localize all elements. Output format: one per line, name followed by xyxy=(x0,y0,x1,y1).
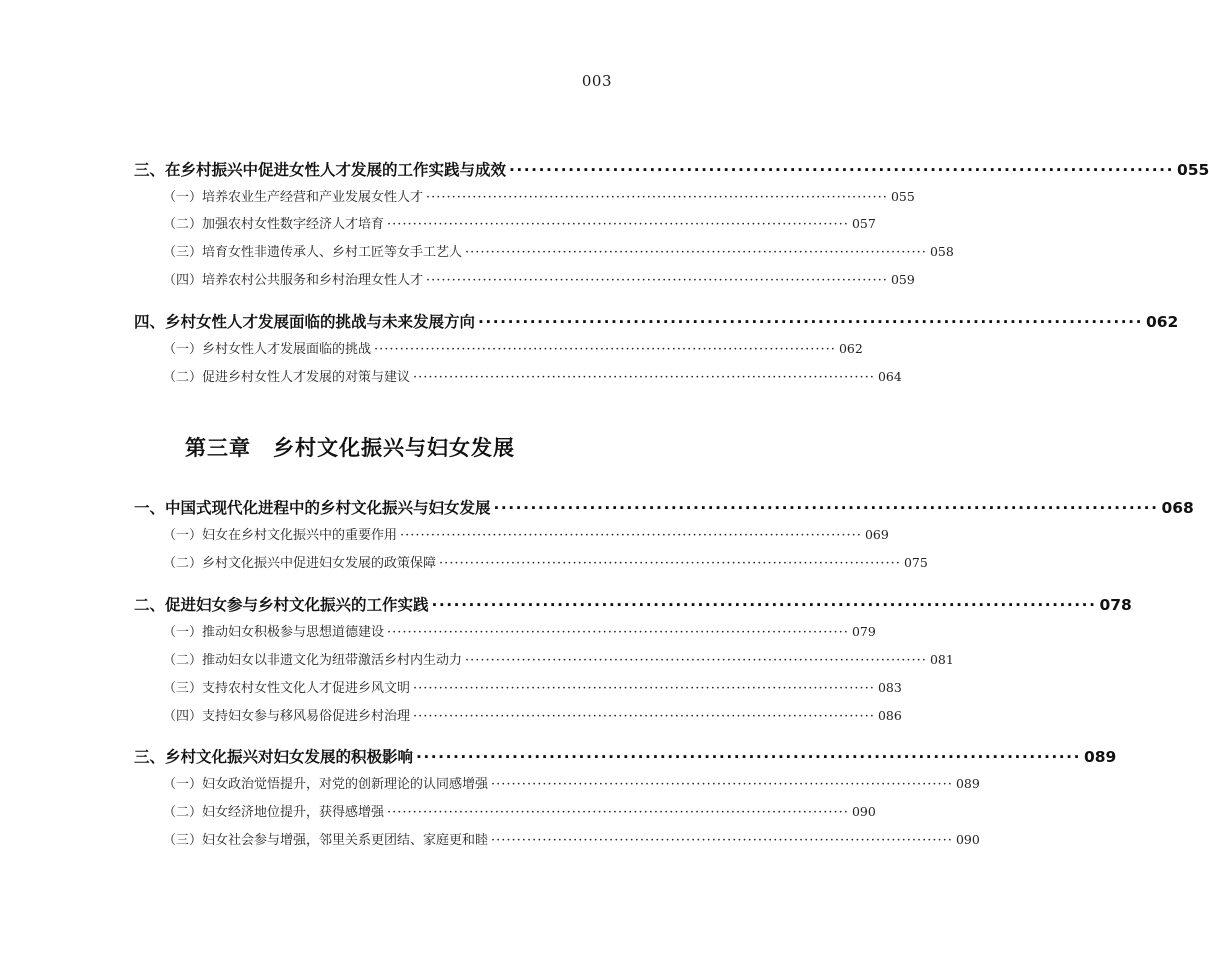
section-page: 055 xyxy=(1176,161,1209,179)
item-title: （四）培养农村公共服务和乡村治理女性人才 xyxy=(163,273,424,288)
item-page: 075 xyxy=(903,555,928,570)
dot-leader: ·························································································· xyxy=(400,528,862,543)
dot-leader: ·························································································· xyxy=(374,342,836,357)
dot-leader: ·························································································· xyxy=(491,833,953,848)
item-page: 069 xyxy=(864,527,889,542)
toc-item[interactable] xyxy=(163,677,902,699)
toc-item[interactable] xyxy=(163,552,928,574)
item-title: （一）培养农业生产经营和产业发展女性人才 xyxy=(163,190,424,205)
section-page: 089 xyxy=(1083,748,1117,766)
dot-leader: ·························································································· xyxy=(413,370,875,385)
item-page: 064 xyxy=(877,369,902,384)
item-page: 090 xyxy=(955,832,980,847)
toc-item[interactable] xyxy=(163,801,876,823)
item-page: 081 xyxy=(929,652,954,667)
dot-leader: ·························································································· xyxy=(426,273,888,288)
section-title: 二、促进妇女参与乡村文化振兴的工作实践 xyxy=(134,596,429,614)
item-title: （三）妇女社会参与增强，邻里关系更团结、家庭更和睦 xyxy=(163,833,489,848)
chapter-title: 乡村文化振兴与妇女发展 xyxy=(273,435,515,460)
dot-leader: ·························································································· xyxy=(387,217,849,232)
toc-item[interactable] xyxy=(163,269,915,291)
item-page: 062 xyxy=(838,341,863,356)
toc-item[interactable] xyxy=(163,366,902,388)
item-title: （二）推动妇女以非遗文化为纽带激活乡村内生动力 xyxy=(163,653,463,668)
dot-leader: ·························································································· xyxy=(387,625,849,640)
page-number: 003 xyxy=(581,72,612,90)
dot-leader: ·························································································· xyxy=(426,190,888,205)
toc-section[interactable] xyxy=(134,745,1117,769)
toc-item[interactable] xyxy=(163,241,954,263)
item-page: 089 xyxy=(955,776,980,791)
toc-section[interactable] xyxy=(134,593,1132,617)
section-page: 068 xyxy=(1161,499,1194,517)
item-title: （一）妇女在乡村文化振兴中的重要作用 xyxy=(163,528,398,543)
item-title: （二）妇女经济地位提升，获得感增强 xyxy=(163,805,385,820)
dot-leader: ·························································································· xyxy=(413,709,875,724)
item-title: （一）推动妇女积极参与思想道德建设 xyxy=(163,625,385,640)
toc-section[interactable] xyxy=(134,496,1194,520)
section-title: 一、中国式现代化进程中的乡村文化振兴与妇女发展 xyxy=(134,499,491,517)
toc-item[interactable] xyxy=(163,338,863,360)
toc-item[interactable] xyxy=(163,649,954,671)
toc-item[interactable] xyxy=(163,186,915,208)
dot-leader: ·························································································· xyxy=(493,499,1159,517)
item-page: 086 xyxy=(877,708,902,723)
dot-leader: ·························································································· xyxy=(465,245,927,260)
item-title: （一）妇女政治觉悟提升，对党的创新理论的认同感增强 xyxy=(163,777,489,792)
dot-leader: ·························································································· xyxy=(491,777,953,792)
item-page: 059 xyxy=(890,272,915,287)
item-page: 058 xyxy=(929,244,954,259)
item-title: （四）支持妇女参与移风易俗促进乡村治理 xyxy=(163,709,411,724)
toc-item[interactable] xyxy=(163,773,980,795)
item-page: 079 xyxy=(851,624,876,639)
section-page: 078 xyxy=(1099,596,1132,614)
item-page: 055 xyxy=(890,189,915,204)
toc-section[interactable] xyxy=(134,310,1179,334)
item-title: （三）支持农村女性文化人才促进乡风文明 xyxy=(163,681,411,696)
dot-leader: ·························································································· xyxy=(387,805,849,820)
dot-leader: ·························································································· xyxy=(431,596,1097,614)
item-title: （三）培育女性非遗传承人、乡村工匠等女手工艺人 xyxy=(163,245,463,260)
toc-item[interactable] xyxy=(163,829,980,851)
section-page: 062 xyxy=(1145,313,1179,331)
dot-leader: ·························································································· xyxy=(416,748,1081,766)
toc-item[interactable] xyxy=(163,621,876,643)
item-page: 057 xyxy=(851,216,876,231)
dot-leader: ·························································································· xyxy=(509,161,1174,179)
item-page: 090 xyxy=(851,804,876,819)
toc-item[interactable] xyxy=(163,213,876,235)
chapter-heading xyxy=(0,432,700,462)
item-title: （一）乡村女性人才发展面临的挑战 xyxy=(163,342,372,357)
toc-item[interactable] xyxy=(163,705,902,727)
toc-item[interactable] xyxy=(163,524,889,546)
dot-leader: ·························································································· xyxy=(413,681,875,696)
section-title: 三、在乡村振兴中促进女性人才发展的工作实践与成效 xyxy=(134,161,507,179)
chapter-number: 第三章 xyxy=(185,435,251,460)
dot-leader: ·························································································· xyxy=(465,653,927,668)
section-title: 三、乡村文化振兴对妇女发展的积极影响 xyxy=(134,748,414,766)
item-title: （二）促进乡村女性人才发展的对策与建议 xyxy=(163,370,411,385)
item-title: （二）加强农村女性数字经济人才培育 xyxy=(163,217,385,232)
toc-section[interactable] xyxy=(134,158,1209,182)
section-title: 四、乡村女性人才发展面临的挑战与未来发展方向 xyxy=(134,313,476,331)
dot-leader: ·························································································· xyxy=(439,556,901,571)
item-title: （二）乡村文化振兴中促进妇女发展的政策保障 xyxy=(163,556,437,571)
dot-leader: ·························································································· xyxy=(478,313,1143,331)
item-page: 083 xyxy=(877,680,902,695)
